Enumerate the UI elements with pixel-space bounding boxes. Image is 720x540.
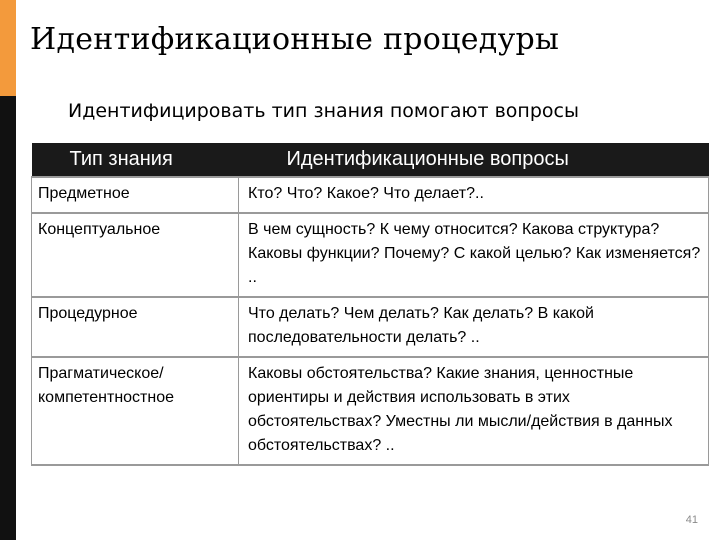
knowledge-type-cell: Процедурное: [32, 297, 239, 357]
slide-subtitle: Идентифицировать тип знания помогают вопросы: [68, 100, 579, 122]
slide-title: Идентификационные процедуры: [30, 22, 560, 57]
knowledge-types-table: [31, 143, 709, 466]
page-number: 41: [685, 514, 698, 526]
table-header-row: [32, 143, 709, 177]
knowledge-type-cell: Прагматическое/ компетентностное: [32, 357, 239, 465]
questions-cell: Каковы обстоятельства? Какие знания, ценностные ориентиры и действия использовать в этих обстоятельствах? Уместны ли мысли/действия в данных обстоятельствах? ..: [239, 357, 709, 465]
accent-bar: [0, 0, 16, 96]
questions-cell: Что делать? Чем делать? Как делать? В какой последовательности делать? ..: [239, 297, 709, 357]
header-identification-questions: Идентификационные вопросы: [239, 143, 709, 177]
side-bar: [0, 96, 16, 540]
knowledge-type-cell: Предметное: [32, 177, 239, 213]
knowledge-type-cell: Концептуальное: [32, 213, 239, 297]
table-row: [32, 213, 709, 297]
table-row: [32, 177, 709, 213]
table-row: [32, 357, 709, 465]
questions-cell: Кто? Что? Какое? Что делает?..: [239, 177, 709, 213]
questions-cell: В чем сущность? К чему относится? Какова структура? Каковы функции? Почему? С какой целью? Как изменяется? ..: [239, 213, 709, 297]
header-knowledge-type: Тип знания: [32, 143, 239, 177]
table-row: [32, 297, 709, 357]
